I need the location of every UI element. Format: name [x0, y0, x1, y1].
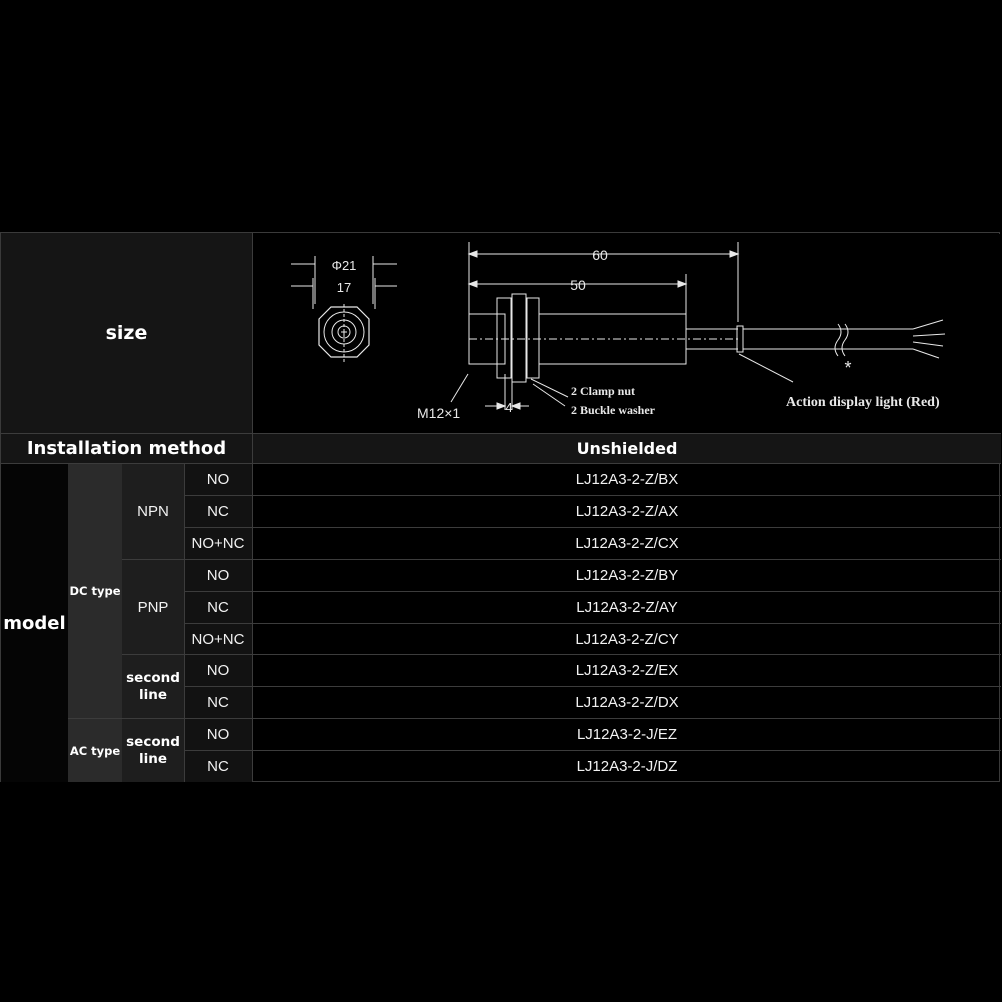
output-cell: NO+NC	[184, 528, 252, 559]
model-cell: LJ12A3-2-Z/CY	[575, 630, 679, 648]
npn-label: NPN	[122, 464, 184, 559]
output-cell: NO	[184, 719, 252, 750]
buckle-washer-label: 2 Buckle washer	[571, 403, 655, 417]
model-label: model	[1, 464, 68, 782]
output-cell: NC	[184, 496, 252, 527]
model-cell: LJ12A3-2-J/DZ	[576, 758, 678, 775]
model-cell: LJ12A3-2-J/EZ	[576, 726, 678, 743]
model-cell: LJ12A3-2-Z/BY	[575, 567, 679, 584]
output-cell: NO+NC	[184, 624, 252, 654]
model-cell: LJ12A3-2-Z/DX	[575, 694, 679, 711]
ac-type-label: AC type	[68, 719, 122, 782]
clamp-nut-label: 2 Clamp nut	[571, 384, 636, 398]
model-cell: LJ12A3-2-Z/CX	[575, 535, 679, 552]
installation-label: Installation method	[1, 434, 252, 463]
output-cell: NC	[184, 592, 252, 623]
size-label: size	[1, 233, 252, 433]
output-cell: NC	[184, 751, 252, 782]
model-cell: LJ12A3-2-Z/BX	[575, 471, 679, 488]
output-cell: NO	[184, 560, 252, 591]
side-view	[451, 242, 945, 410]
pnp-label: PNP	[122, 560, 184, 654]
dc-second-line-label: second line	[122, 655, 184, 718]
asterisk-mark: *	[844, 358, 852, 378]
thread-label: M12×1	[417, 405, 461, 421]
model-cell: LJ12A3-2-Z/AX	[575, 503, 679, 520]
sensor-dimension-diagram	[253, 234, 1001, 433]
dim-4-label: 4	[505, 400, 513, 415]
output-cell: NO	[184, 464, 252, 495]
dim-17-label: 17	[336, 280, 352, 295]
model-cell: LJ12A3-2-Z/AY	[576, 599, 678, 616]
output-cell: NC	[184, 687, 252, 718]
dim-60-label: 60	[592, 247, 608, 263]
installation-value: Unshielded	[253, 434, 1001, 463]
light-label: Action display light (Red)	[786, 395, 940, 410]
dc-type-label: DC type	[68, 464, 122, 718]
model-cell: LJ12A3-2-Z/EX	[575, 662, 679, 679]
dim-50-label: 50	[570, 277, 586, 293]
ac-second-line-label: second line	[122, 719, 184, 782]
output-cell: NO	[184, 655, 252, 686]
dim-phi-label: Φ21	[331, 258, 357, 273]
spec-table	[0, 232, 1000, 782]
